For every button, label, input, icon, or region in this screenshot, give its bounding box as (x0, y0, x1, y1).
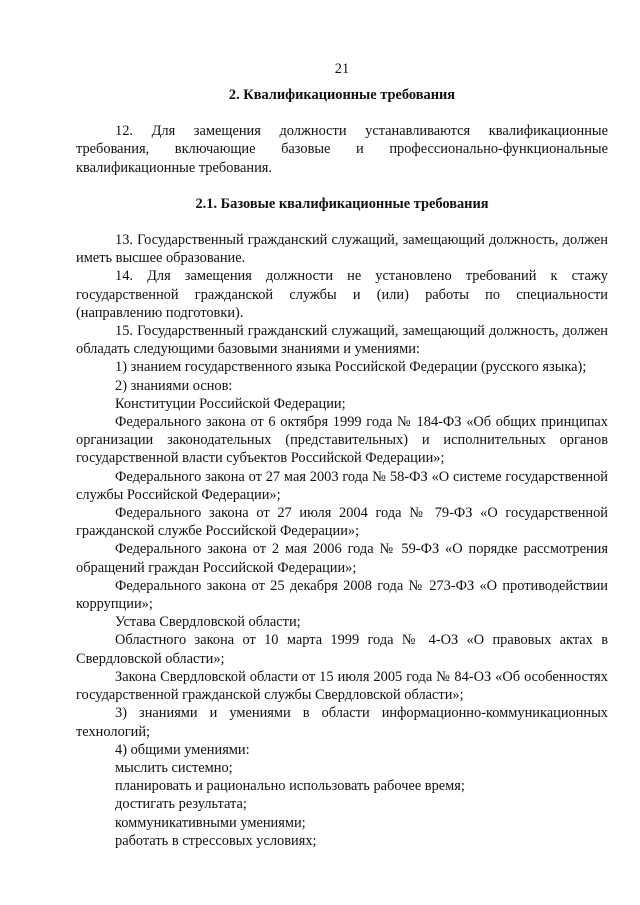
skill-item: коммуникативными умениями; (115, 814, 306, 831)
list-item-language: 1) знанием государственного языка Российской Федерации (русского языка); (115, 359, 587, 376)
paragraph-14: 14. Для замещения должности не установлено требований к стажу государственной гражданской службы и (или) работы по специальности (направлению подготовки). (76, 268, 608, 321)
skill-item: мыслить системно; (115, 759, 233, 776)
law-item-84oz: Закона Свердловской области от 15 июля 2005 года № 84-ОЗ «Об особенностях государственной гражданской службы Свердловской области»; (76, 668, 608, 704)
law-item-184fz: Федерального закона от 6 октября 1999 года № 184-ФЗ «Об общих принципах организации законодательных (представительных) и исполнительных органов государственной власти субъектов Российской Федерации»; (76, 414, 608, 467)
paragraph-15: 15. Государственный гражданский служащий, замещающий должность, должен обладать следующими базовыми знаниями и умениями: (76, 323, 608, 358)
law-item-constitution: Конституции Российской Федерации; (115, 395, 346, 412)
skill-item: планировать и рационально использовать рабочее время; (115, 778, 465, 795)
list-item-general-skills: 4) общими умениями: (115, 741, 250, 758)
document-page (76, 60, 608, 850)
list-item-ict: 3) знаниями и умениями в области информационно-коммуникационных технологий; (76, 705, 608, 740)
law-item-79fz: Федерального закона от 27 июля 2004 года № 79-ФЗ «О государственной гражданской службе Российской Федерации»; (76, 505, 608, 540)
paragraph-12: 12. Для замещения должности устанавливаются квалификационные требования, включающие базовые и профессионально-функциональные квалификационные требования. (76, 123, 608, 176)
page-number: 21 (334, 61, 350, 77)
subsection-heading: 2.1. Базовые квалификационные требования (195, 195, 489, 212)
law-item-273fz: Федерального закона от 25 декабря 2008 года № 273-ФЗ «О противодействии коррупции»; (76, 577, 608, 613)
section-heading: 2. Квалификационные требования (228, 87, 456, 103)
skill-item: работать в стрессовых условиях; (115, 832, 317, 849)
law-item-58fz: Федерального закона от 27 мая 2003 года № 58-ФЗ «О системе государственной службы Российской Федерации»; (76, 468, 608, 503)
list-item-knowledge: 2) знаниями основ: (115, 377, 233, 394)
law-item-charter: Устава Свердловской области; (115, 614, 301, 631)
skill-item: достигать результата; (115, 796, 247, 813)
paragraph-13: 13. Государственный гражданский служащий, замещающий должность, должен иметь высшее образование. (76, 232, 608, 267)
law-item-59fz: Федерального закона от 2 мая 2006 года № 59-ФЗ «О порядке рассмотрения обращений граждан Российской Федерации»; (76, 541, 608, 576)
law-item-4oz: Областного закона от 10 марта 1999 года № 4-ОЗ «О правовых актах в Свердловской области»; (76, 632, 608, 667)
